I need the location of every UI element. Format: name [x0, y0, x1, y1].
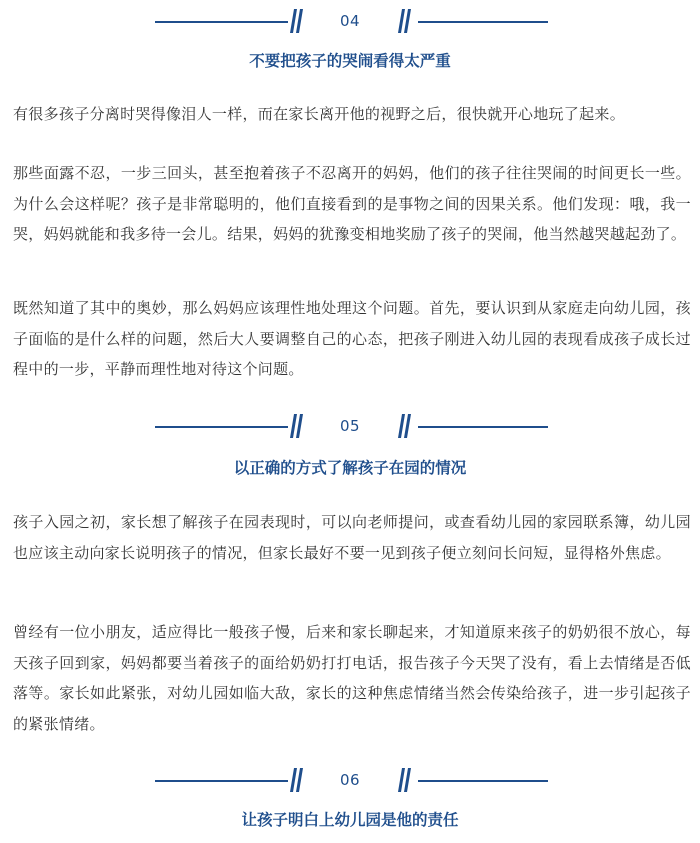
- divider-line-left: [155, 780, 288, 782]
- double-slash-icon: [397, 766, 411, 794]
- section-header-05: [0, 412, 700, 442]
- paragraph: 曾经有一位小朋友，适应得比一般孩子慢，后来和家长聊起来，才知道原来孩子的奶奶很不放心，每天孩子回到家，妈妈都要当着孩子的面给奶奶打打电话，报告孩子今天哭了没有，看上去情绪是否低落等。家长如此紧张，对幼儿园如临大敌，家长的这种焦虑情绪当然会传染给孩子，进一步引起孩子的紧张情绪。: [13, 623, 691, 733]
- section-title: 以正确的方式了解孩子在园的情况: [233, 459, 467, 477]
- divider-line-left: [155, 426, 288, 428]
- section-number: 04: [339, 12, 361, 30]
- paragraph: 那些面露不忍，一步三回头，甚至抱着孩子不忍离开的妈妈，他们的孩子往往哭闹的时间更长一些。为什么会这样呢？孩子是非常聪明的，他们直接看到的是事物之间的因果关系。他们发现：哦，我一哭，妈妈就能和我多待一会儿。结果，妈妈的犹豫变相地奖励了孩子的哭闹，他当然越哭越起劲了。: [13, 164, 691, 243]
- double-slash-icon: [397, 412, 411, 440]
- divider-line-right: [418, 426, 548, 428]
- section-title: 不要把孩子的哭闹看得太严重: [249, 52, 451, 70]
- paragraph: 孩子入园之初，家长想了解孩子在园表现时，可以向老师提问，或查看幼儿园的家园联系簿，幼儿园也应该主动向家长说明孩子的情况，但家长最好不要一见到孩子便立刻问长问短，显得格外焦虑。: [13, 513, 691, 562]
- divider-line-right: [418, 21, 548, 23]
- double-slash-icon: [289, 7, 303, 35]
- double-slash-icon: [397, 7, 411, 35]
- divider-line-left: [155, 21, 288, 23]
- section-number: 06: [339, 771, 361, 789]
- section-header-06: [0, 766, 700, 796]
- paragraph: 既然知道了其中的奥妙，那么妈妈应该理性地处理这个问题。首先，要认识到从家庭走向幼儿园，孩子面临的是什么样的问题，然后大人要调整自己的心态，把孩子刚进入幼儿园的表现看成孩子成长过程中的一步，平静而理性地对待这个问题。: [13, 299, 691, 378]
- paragraph: 有很多孩子分离时哭得像泪人一样，而在家长离开他的视野之后，很快就开心地玩了起来。: [13, 105, 626, 123]
- divider-line-right: [418, 780, 548, 782]
- double-slash-icon: [289, 412, 303, 440]
- section-title: 让孩子明白上幼儿园是他的责任: [241, 811, 459, 829]
- double-slash-icon: [289, 766, 303, 794]
- section-header-04: [0, 7, 700, 37]
- section-number: 05: [339, 417, 361, 435]
